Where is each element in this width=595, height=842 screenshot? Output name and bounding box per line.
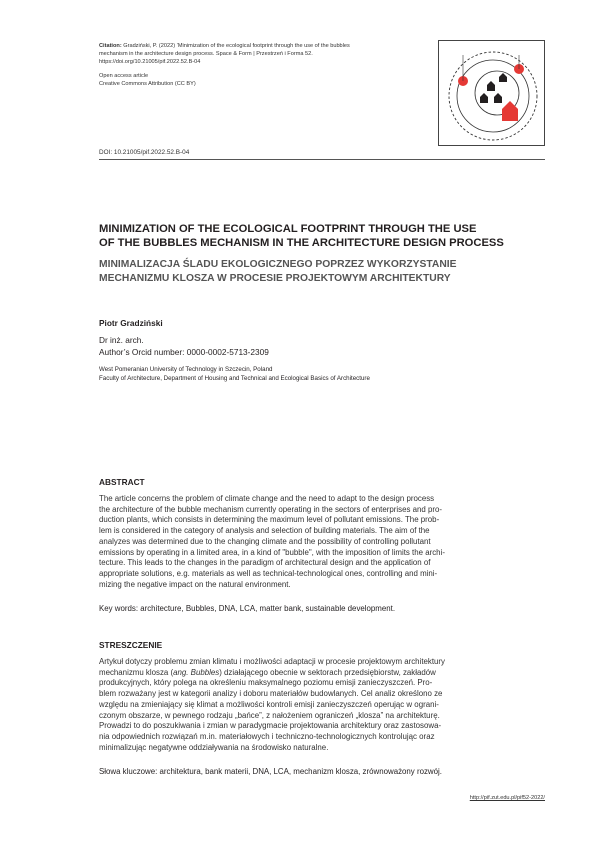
open-access-line: Open access article bbox=[99, 73, 149, 79]
streszczenie-body bbox=[99, 657, 545, 753]
abstract-keywords: Key words: architecture, Bubbles, DNA, LCA, matter bank, sustainable development. bbox=[99, 604, 396, 613]
author-name: Piotr Gradziński bbox=[99, 318, 163, 328]
abstract-line: tecture. This leads to the changes in the paradigm of architectural design and the application of bbox=[99, 558, 431, 568]
abstract-line: The article concerns the problem of climate change and the need to adapt to the design process bbox=[99, 494, 435, 503]
citation-label: Citation: bbox=[99, 43, 122, 49]
abstract-body bbox=[99, 494, 545, 590]
streszczenie-line: czonym obszarze, w pewnego rodzaju „bańce”, z nałożeniem ograniczeń „klosza” na architekturę. bbox=[99, 710, 440, 720]
streszczenie-emphasis: ang. Bubbles bbox=[173, 667, 220, 677]
streszczenie-line: blem rozważany jest w kategorii analizy i doboru materiałów budowlanych. Cel analiz określono ze bbox=[99, 689, 443, 699]
license-line: Creative Commons Attribution (CC BY) bbox=[99, 81, 196, 87]
abstract-line: emissions by operating in a limited area, in a kind of "bubble", with the imposition of limits the archi- bbox=[99, 547, 445, 557]
author-credentials bbox=[99, 335, 269, 358]
abstract-line: appropriate solutions, e.g. materials as well as technical-technological ones, controlling and mini- bbox=[99, 568, 438, 578]
abstract-line: duction plants, which consists in determining the maximum level of pollutant emissions. The prob- bbox=[99, 515, 440, 525]
abstract-line: lem is considered in the category of analysis and selection of building materials. The aim of the bbox=[99, 526, 430, 536]
university: West Pomeranian University of Technology in Szczecin, Poland bbox=[99, 366, 273, 373]
streszczenie-line: Artykuł dotyczy problemu zmian klimatu i możliwości adaptacji w procesie projektowym architektury bbox=[99, 657, 445, 666]
abstract-heading: ABSTRACT bbox=[99, 477, 145, 487]
streszczenie-line bbox=[99, 668, 545, 679]
streszczenie-line: względu na zmieniający się klimat a możliwości kontroli emisji zanieczyszczeń operując w ograni- bbox=[99, 699, 439, 709]
title-en-line: MINIMIZATION OF THE ECOLOGICAL FOOTPRINT THROUGH THE USE bbox=[99, 223, 477, 235]
streszczenie-line: minimalizując negatywne oddziaływania na środowisko naturalne. bbox=[99, 742, 329, 752]
abstract-line: the architecture of the bubble mechanism currently operating in the sectors of enterprises and pro- bbox=[99, 504, 442, 514]
title-en-line: OF THE BUBBLES MECHANISM IN THE ARCHITECTURE DESIGN PROCESS bbox=[99, 237, 504, 249]
streszczenie-heading: STRESZCZENIE bbox=[99, 640, 163, 650]
title-pl-line: MECHANIZMU KLOSZA W PROCESIE PROJEKTOWYM ARCHITEKTURY bbox=[99, 272, 451, 284]
journal-logo bbox=[438, 40, 545, 146]
author-degree: Dr inż. arch. bbox=[99, 335, 144, 345]
streszczenie-keywords: Słowa kluczowe: architektura, bank materii, DNA, LCA, mechanizm klosza, zrównoważony rozwój. bbox=[99, 767, 442, 776]
header-divider bbox=[99, 159, 545, 160]
author-orcid: Author’s Orcid number: 0000-0002-5713-2309 bbox=[99, 346, 269, 357]
streszczenie-line: Prowadzi to do poszukiwania i zmian w paradygmacie projektowania architektury oraz zastosowa- bbox=[99, 721, 442, 731]
doi[interactable]: DOI: 10.21005/pif.2022.52.B-04 bbox=[99, 149, 190, 156]
bubbles-logo-icon bbox=[439, 41, 546, 147]
abstract-line: mizing the negative impact on the natural environment. bbox=[99, 579, 291, 589]
title-pl-line: MINIMALIZACJA ŚLADU EKOLOGICZNEGO POPRZEZ WYKORZYSTANIE bbox=[99, 259, 457, 270]
open-access-block bbox=[99, 72, 196, 88]
title-english bbox=[99, 222, 545, 250]
author-affiliation bbox=[99, 365, 370, 383]
streszczenie-line: nia odpowiednich rozwiązań m.in. materiałowych i techniczno-technologicznych kontrolując oraz bbox=[99, 731, 435, 741]
streszczenie-line: produkcyjnych, który polega na określeniu maksymalnego poziomu emisji zanieczyszczeń. Pro- bbox=[99, 678, 433, 688]
citation-text: Gradziński, P. (2022) ‘Minimization of the ecological footprint through the use of the bubbles mechanism in the architecture design process. Space & Form | Przestrzeń i Forma 52. https://doi.org/10.21005/pif.2022.52.B-04 bbox=[99, 43, 350, 65]
streszczenie-text: ) działającego obecnie w sektorach przedsiębiorstw, zakładów bbox=[219, 667, 436, 677]
title-polish bbox=[99, 258, 545, 285]
abstract-line: analyzes was determined due to the changing climate and the possibility of controlling pollutant bbox=[99, 536, 431, 546]
streszczenie-text: mechanizmu klosza ( bbox=[99, 667, 174, 677]
footer-link[interactable]: http://pif.zut.edu.pl/pif52-2022/ bbox=[469, 795, 545, 801]
faculty: Faculty of Architecture, Department of Housing and Technical and Ecological Basics of Architecture bbox=[99, 375, 370, 382]
citation-block bbox=[99, 42, 361, 66]
